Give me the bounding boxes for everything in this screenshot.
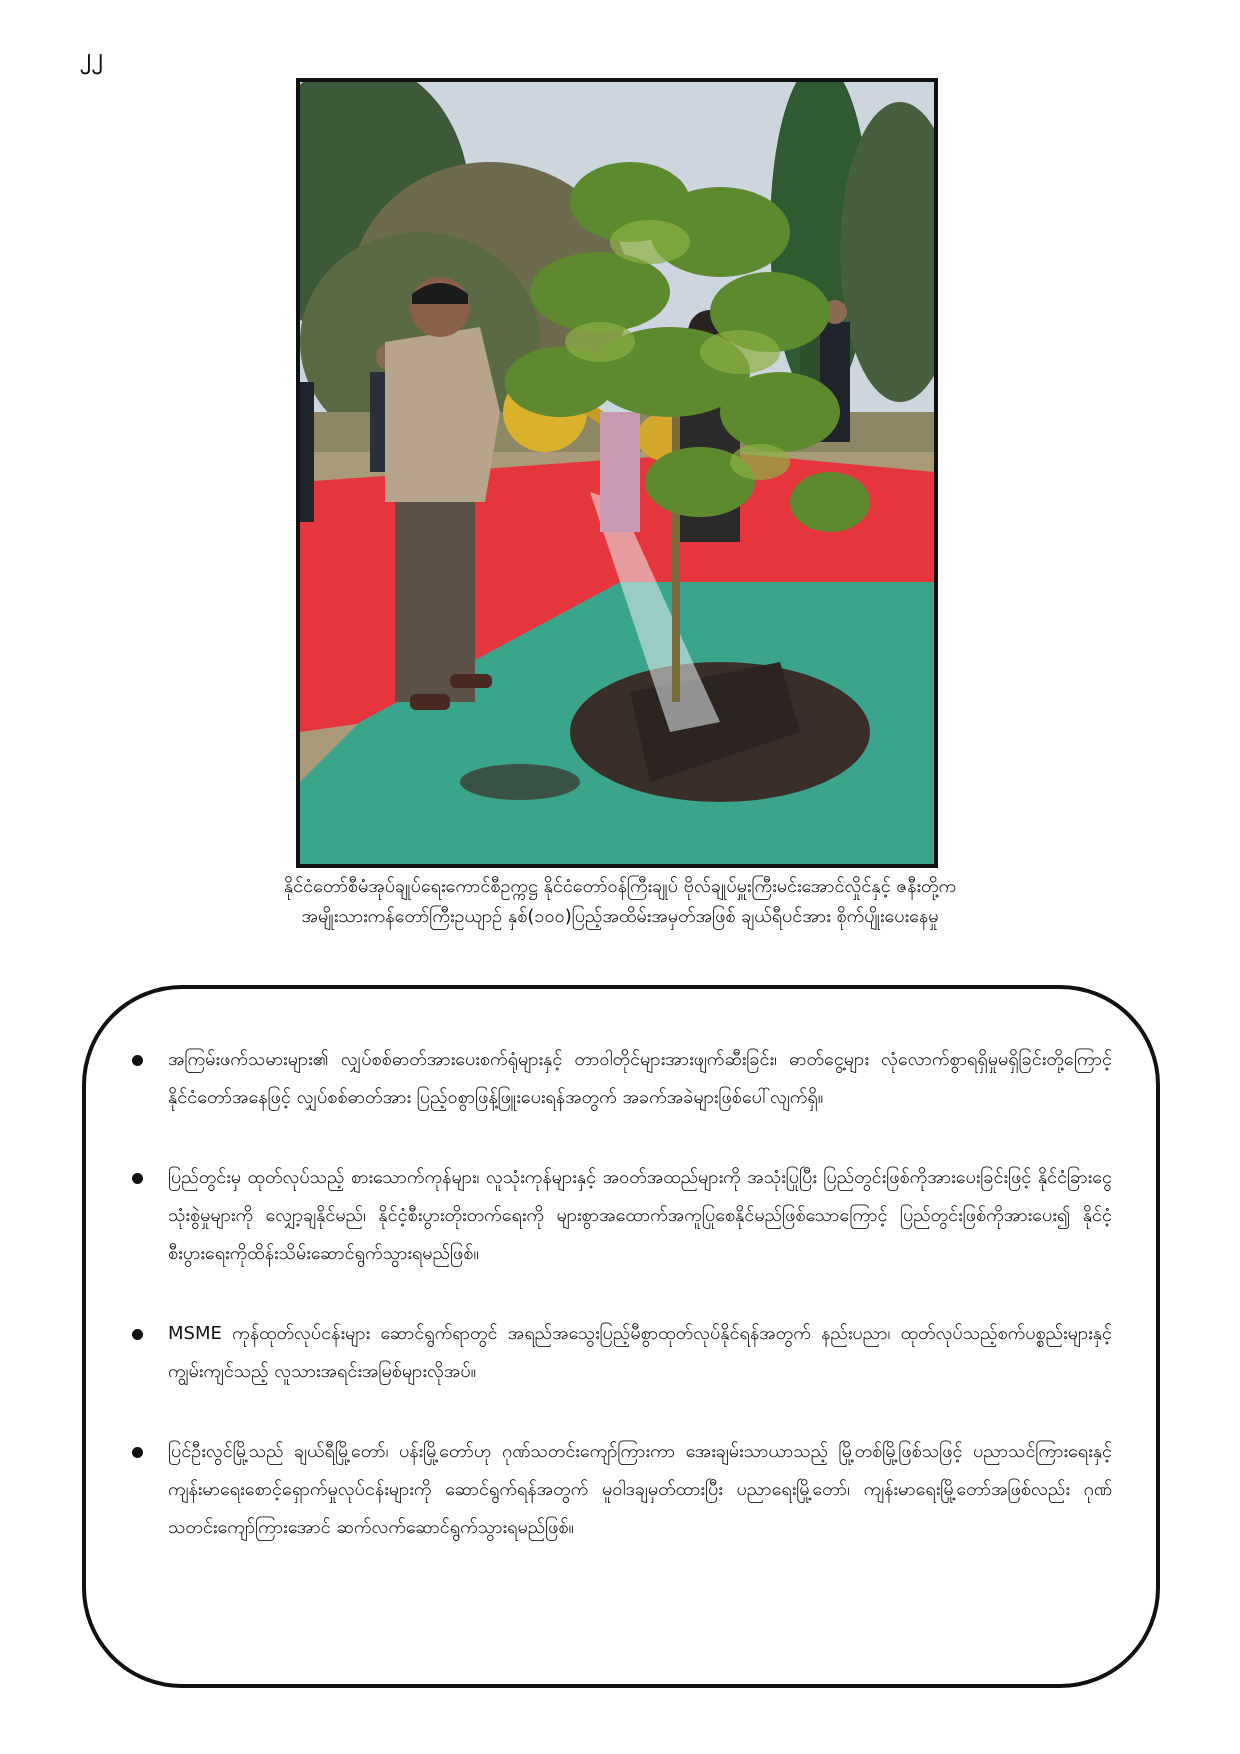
photo-caption [120, 872, 1120, 932]
bullet-icon [132, 1055, 143, 1066]
list-item [126, 1159, 1112, 1273]
key-points-list [126, 1041, 1112, 1547]
list-item-text: အကြမ်းဖက်သမားများ၏ လျှပ်စစ်ဓာတ်အားပေးစက်ရုံများနှင့် တာဝါတိုင်များအားဖျက်ဆီးခြင်း၊ ဓာတ်ငွေ့များ လုံလောက်စွာရရှိမှုမရှိခြင်းတို့ကြောင့် နိုင်ငံတော်အနေဖြင့် လျှပ်စစ်ဓာတ်အား ပြည့်ဝစွာဖြန့်ဖြူးပေးရန်အတွက် အခက်အခဲများဖြစ်ပေါ်လျက်ရှိ။ [168, 1049, 1112, 1108]
bullet-icon [132, 1173, 143, 1184]
list-item-text: MSME ကုန်ထုတ်လုပ်ငန်းများ ဆောင်ရွက်ရာတွင် အရည်အသွေးပြည့်မီစွာထုတ်လုပ်နိုင်ရန်အတွက် နည်းပညာ၊ ထုတ်လုပ်သည့်စက်ပစ္စည်းများနှင့် ကျွမ်းကျင်သည့် လူသားအရင်းအမြစ်များလိုအပ်။ [168, 1323, 1112, 1382]
ceremony-photo [296, 78, 938, 868]
caption-line-2: အမျိုးသားကန်တော်ကြီးဥယျာဉ် နှစ်(၁၀၀)ပြည့်အထိမ်းအမှတ်အဖြစ် ချယ်ရီပင်အား စိုက်ပျိုးပေးနေမှု [301, 906, 939, 927]
list-item [126, 1433, 1112, 1547]
bullet-icon [132, 1329, 143, 1340]
photo-illustration [300, 82, 934, 864]
page-number: ၂၂ [80, 45, 104, 70]
list-item-text: ပြည်တွင်းမှ ထုတ်လုပ်သည့် စားသောက်ကုန်များ၊ လူသုံးကုန်များနှင့် အဝတ်အထည်များကို အသုံးပြုပြီး ပြည်တွင်းဖြစ်ကိုအားပေးခြင်းဖြင့် နိုင်ငံခြားငွေသုံးစွဲမှုများကို လျှော့ချနိုင်မည်၊ နိုင်ငံ့စီးပွားတိုးတက်ရေးကို များစွာအထောက်အကူပြုစေနိုင်မည်ဖြစ်သောကြောင့် ပြည်တွင်းဖြစ်ကိုအားပေး၍ နိုင်ငံ့စီးပွားရေးကိုထိန်းသိမ်းဆောင်ရွက်သွားရမည်ဖြစ်။ [168, 1167, 1112, 1264]
key-points-box [82, 985, 1160, 1688]
bullet-icon [132, 1447, 143, 1458]
list-item [126, 1315, 1112, 1391]
list-item-text: ပြင်ဦးလွင်မြို့သည် ချယ်ရီမြို့တော်၊ ပန်းမြို့တော်ဟု ဂုဏ်သတင်းကျော်ကြားကာ အေးချမ်းသာယာသည့် မြို့တစ်မြို့ဖြစ်သဖြင့် ပညာသင်ကြားရေးနှင့် ကျန်းမာရေးစောင့်ရှောက်မှုလုပ်ငန်းများကို ဆောင်ရွက်ရန်အတွက် မူဝါဒချမှတ်ထားပြီး ပညာရေးမြို့တော်၊ ကျန်းမာရေးမြို့တော်အဖြစ်လည်း ဂုဏ်သတင်းကျော်ကြားအောင် ဆက်လက်ဆောင်ရွက်သွားရမည်ဖြစ်။ [168, 1441, 1112, 1538]
caption-line-1: နိုင်ငံတော်စီမံအုပ်ချုပ်ရေးကောင်စီဥက္ကဋ္ဌ နိုင်ငံတော်ဝန်ကြီးချုပ် ဗိုလ်ချုပ်မှူးကြီးမင်းအောင်လှိုင်နှင့် ဇနီးတို့က [283, 876, 957, 897]
list-item [126, 1041, 1112, 1117]
